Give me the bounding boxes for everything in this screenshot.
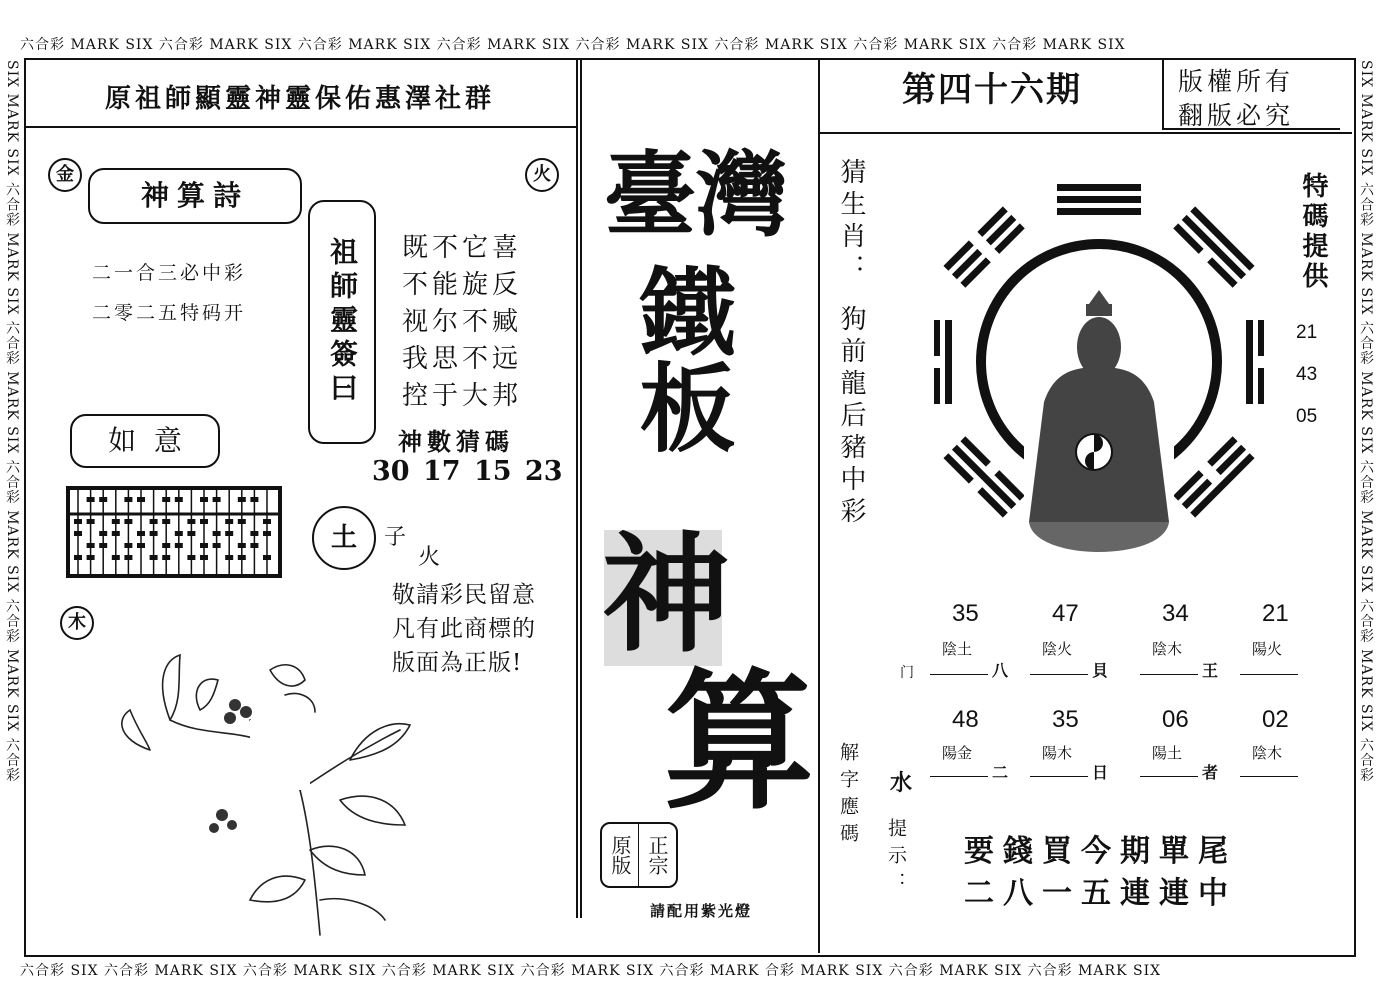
guess-numbers: 30 17 15 23 <box>372 456 563 487</box>
decode-rule <box>930 674 988 675</box>
right-header-rule <box>818 132 1352 134</box>
decode-char: 八 <box>992 661 1009 680</box>
stamp-yuanban: 原版 <box>602 824 639 886</box>
zodiac-label: 猜生肖： <box>836 158 866 286</box>
authentic-stamp <box>600 822 678 888</box>
border-right-text: SIX MARK SIX 六合彩 MARK SIX 六合彩 MARK SIX 六合彩 MARK SIX 六合彩 MARK SIX 六合彩 <box>1358 60 1374 783</box>
decode-number: 06 <box>1162 706 1189 733</box>
master-oracle-label: 祖師靈簽曰 <box>326 237 359 407</box>
row2-lead: 水 <box>890 770 913 796</box>
decode-rule <box>1140 776 1198 777</box>
border-bottom-text: 六合彩 SIX 六合彩 MARK SIX 六合彩 MARK SIX 六合彩 MARK SIX 六合彩 MARK SIX 六合彩 MARK 合彩 MARK SIX 六合彩 MARK SIX 六合彩 MARK SIX <box>20 963 1162 979</box>
verse-line: 我思不远 <box>402 344 523 374</box>
decode-yinyang-tag: 陰火 <box>1042 640 1073 658</box>
border-left-text: SIX MARK SIX 六合彩 MARK SIX 六合彩 MARK SIX 六合彩 MARK SIX 六合彩 MARK SIX 六合彩 <box>4 60 20 783</box>
left-header-rule <box>24 126 576 128</box>
ruyi-box <box>70 414 220 468</box>
poem-line-2: 二零二五特码开 <box>92 302 247 324</box>
guess-title: 神數猜碼 <box>398 427 514 456</box>
decode-rule <box>1030 674 1088 675</box>
master-oracle-box <box>308 200 376 444</box>
decode-number: 35 <box>952 600 979 627</box>
decode-yinyang-tag: 陽土 <box>1152 744 1183 762</box>
decode-yinyang-tag: 陽火 <box>1252 640 1283 658</box>
flower-illustration <box>110 650 430 940</box>
notice-line: 版面為正版! <box>392 650 523 676</box>
decode-char: 者 <box>1202 763 1219 782</box>
special-code-label: 特碼提供 <box>1298 172 1328 292</box>
title-suan: 算 <box>664 654 815 830</box>
decode-rule <box>1240 674 1298 675</box>
abacus-icon <box>66 486 282 578</box>
decode-rule <box>930 776 988 777</box>
decode-rule <box>1240 776 1298 777</box>
verse-line: 不能旋反 <box>402 270 523 300</box>
decode-char: 二 <box>992 763 1009 782</box>
decode-label: 解字應碼 <box>837 742 859 850</box>
left-header: 原祖師顯靈神靈保佑惠澤社群 <box>104 84 495 114</box>
decode-number: 35 <box>1052 706 1079 733</box>
decode-yinyang-tag: 陰木 <box>1152 640 1183 658</box>
decode-rule <box>1140 674 1198 675</box>
special-number-1: 21 <box>1296 322 1318 343</box>
notice-line: 敬請彩民留意 <box>392 582 536 608</box>
decode-number: 34 <box>1162 600 1189 627</box>
decode-yinyang-tag: 陽金 <box>942 744 973 762</box>
poem-line-1: 二一合三必中彩 <box>92 262 247 284</box>
verse-block <box>402 230 522 415</box>
decode-number: 47 <box>1052 600 1079 627</box>
copyright-line-2: 翻版必究 <box>1178 101 1295 130</box>
border-top-text: 六合彩 MARK SIX 六合彩 MARK SIX 六合彩 MARK SIX 六合彩 MARK SIX 六合彩 MARK SIX 六合彩 MARK SIX 六合彩 MARK SIX 六合彩 MARK SIX <box>20 37 1126 53</box>
issue-number: 第四十六期 <box>902 70 1082 110</box>
title-taiwan: 臺灣 <box>603 141 788 249</box>
uv-light-note: 請配用紫光燈 <box>650 902 753 920</box>
hint-line-2: 二八一五連連中 <box>964 876 1237 911</box>
special-number-2: 43 <box>1296 364 1318 385</box>
element-earth-badge: 土 <box>312 506 376 570</box>
poem-title: 神算詩 <box>140 179 249 212</box>
huo-char: 火 <box>418 545 441 570</box>
title-tieban-text: 鐵板 <box>624 262 737 454</box>
decode-yinyang-tag: 陽木 <box>1042 744 1073 762</box>
decode-yinyang-tag: 陰木 <box>1252 744 1283 762</box>
decode-rule <box>1030 776 1088 777</box>
decode-number: 48 <box>952 706 979 733</box>
bagua-deity-illustration <box>934 162 1264 592</box>
verse-line: 既不它喜 <box>402 233 523 263</box>
element-wood-badge: 木 <box>60 606 94 640</box>
element-fire-badge: 火 <box>525 158 559 192</box>
decode-number: 21 <box>1262 600 1289 627</box>
verse-line: 控于大邦 <box>402 381 523 411</box>
ruyi-label: 如 意 <box>108 424 182 457</box>
copyright-line-1: 版權所有 <box>1178 67 1295 96</box>
decode-char: 貝 <box>1092 661 1109 680</box>
notice-line: 凡有此商標的 <box>392 616 536 642</box>
special-number-3: 05 <box>1296 406 1318 427</box>
stamp-zhengzong: 正宗 <box>645 835 669 875</box>
hint-line-1: 要錢買今期單尾 <box>964 834 1237 869</box>
zi-char: 子 <box>384 525 407 550</box>
poem-title-box <box>88 168 302 224</box>
decode-char: 王 <box>1202 661 1219 680</box>
row1-lead: 门 <box>900 665 914 681</box>
zodiac-answer: 狗前龍后豬中彩 <box>836 305 866 529</box>
title-shen: 神 <box>601 520 730 670</box>
hint-label: 提示： <box>885 818 907 899</box>
title-tieban <box>620 262 740 454</box>
decode-number: 02 <box>1262 706 1289 733</box>
decode-yinyang-tag: 陰土 <box>942 640 973 658</box>
verse-line: 视尔不臧 <box>402 307 523 337</box>
element-gold-badge: 金 <box>48 158 82 192</box>
decode-char: 日 <box>1092 763 1109 782</box>
